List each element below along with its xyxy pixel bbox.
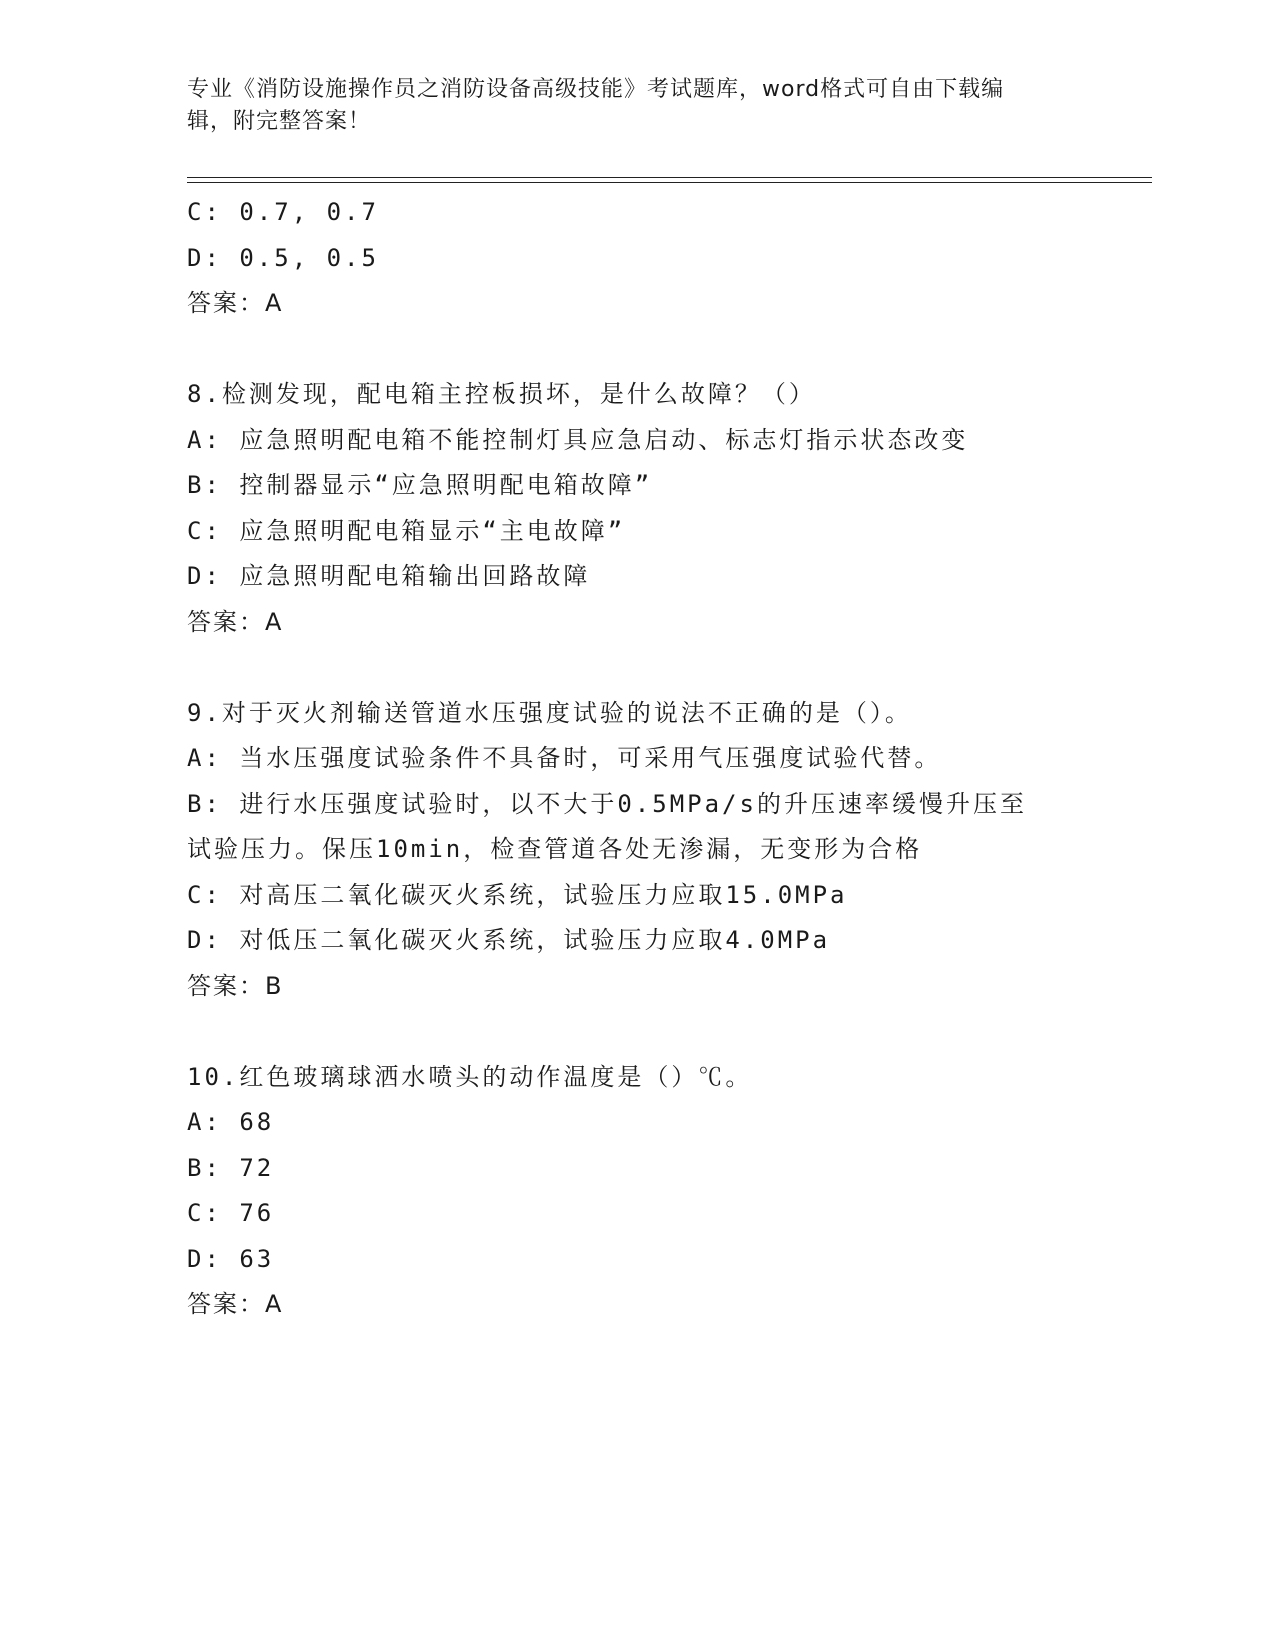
answer-line: 答案：A [187,607,284,636]
option-b-continued: 试验压力。保压10min，检查管道各处无渗漏，无变形为合格 [187,835,923,863]
option-a: A: 68 [187,1108,275,1136]
spacer [187,1009,1087,1055]
spacer [187,327,1087,373]
option-c: C: 对高压二氧化碳灭火系统，试验压力应取15.0MPa [187,880,848,909]
option-c: C: 应急照明配电箱显示“主电故障” [187,516,626,545]
option-c: C: 0.7, 0.7 [187,198,379,226]
option-d: D: 63 [187,1244,275,1273]
option-b: B: 72 [187,1153,275,1182]
question-list [187,190,1087,1328]
header-line-1: 专业《消防设施操作员之消防设备高级技能》考试题库，word格式可自由下载编 [187,77,1005,102]
option-a: A: 应急照明配电箱不能控制灯具应急启动、标志灯指示状态改变 [187,425,969,454]
document-header [187,74,1067,138]
question-stem: 10.红色玻璃球洒水喷头的动作温度是（）℃。 [187,1062,753,1091]
option-d: D: 0.5, 0.5 [187,243,379,272]
question-8 [187,372,1087,645]
option-a: A: 当水压强度试验条件不具备时，可采用气压强度试验代替。 [187,744,942,772]
question-stem: 9.对于灭火剂输送管道水压强度试验的说法不正确的是（）。 [187,698,912,727]
question-stem: 8.检测发现，配电箱主控板损坏，是什么故障？（） [187,380,816,408]
option-b: B: 控制器显示“应急照明配电箱故障” [187,471,653,499]
answer-line: 答案：A [187,1290,284,1318]
spacer [187,645,1087,691]
header-divider-top [187,177,1152,178]
option-d: D: 应急照明配电箱输出回路故障 [187,562,591,590]
answer-line: 答案：A [187,289,284,317]
header-line-2: 辑，附完整答案！ [187,109,372,134]
question-9 [187,691,1087,1010]
option-d: D: 对低压二氧化碳灭火系统，试验压力应取4.0MPa [187,926,831,954]
question-10 [187,1055,1087,1328]
option-b: B: 进行水压强度试验时，以不大于0.5MPa/s的升压速率缓慢升压至 [187,789,1027,818]
question-7-tail [187,190,1087,327]
header-divider-bottom [187,182,1152,183]
answer-line: 答案：B [187,971,284,1000]
option-c: C: 76 [187,1199,275,1227]
